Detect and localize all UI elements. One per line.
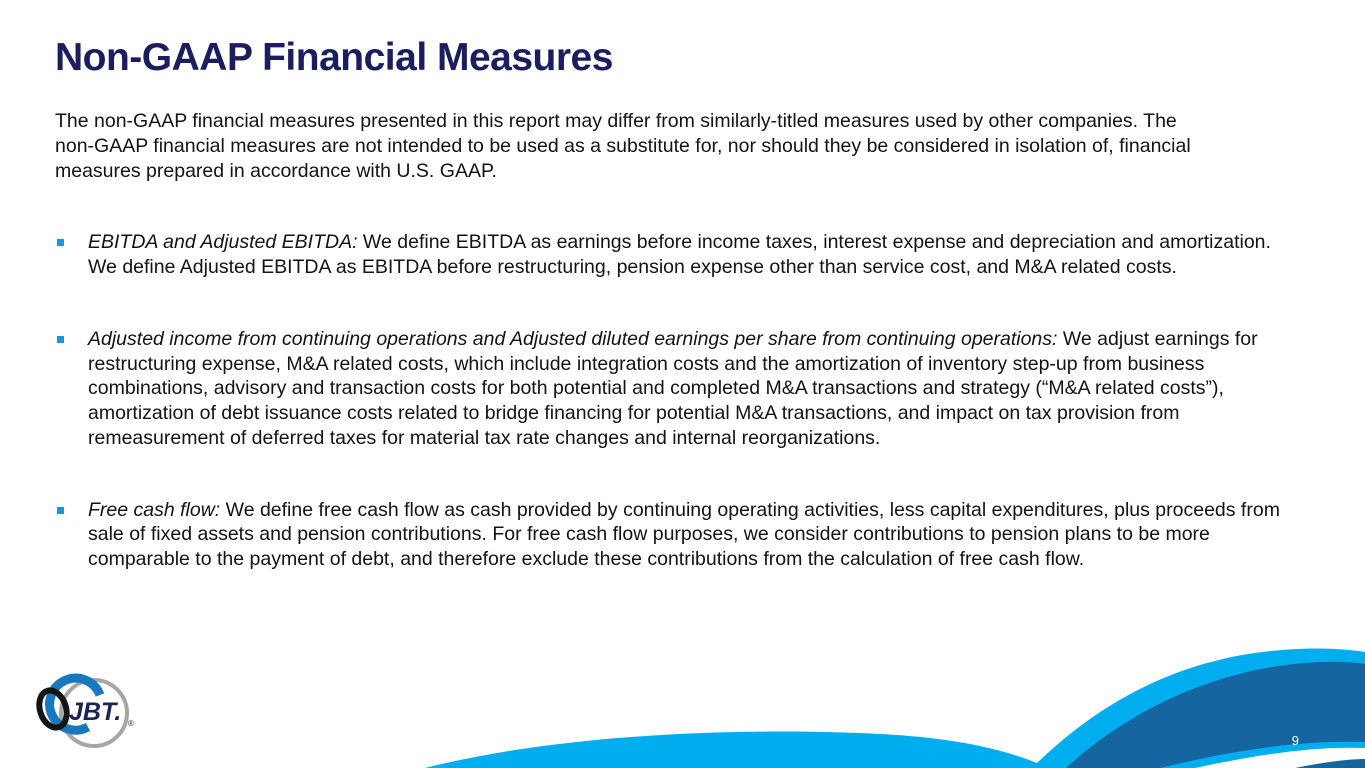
logo-text: JBT. bbox=[69, 698, 122, 726]
bullet-body: We adjust earnings for restructuring expense, M&A related costs, which include integration costs and the amortization of inventory step-up from business combinations, advisory and transaction costs for both potential and completed M&A transactions and strategy (“M&A related costs”), amortization of debt issuance costs related to bridge financing for potential M&A transactions, and impact on tax provision from remeasurement of deferred taxes for material tax rate changes and internal reorganizations. bbox=[88, 327, 1258, 449]
bullet-lead: EBITDA and Adjusted EBITDA: bbox=[88, 231, 358, 254]
bullet-list bbox=[57, 230, 1297, 572]
bullet-lead: Adjusted income from continuing operations and Adjusted diluted earnings per share from continuing operations: bbox=[88, 327, 1058, 350]
wave-cyan-hill bbox=[425, 732, 1048, 768]
bullet-text bbox=[88, 327, 1283, 451]
wave-decoration bbox=[0, 628, 1365, 768]
intro-paragraph: The non-GAAP financial measures presented in this report may differ from similarly-titled measures used by other companies. The non-GAAP financial measures are not intended to be used as a substitute for, nor should they be considered in isolation of, financial measures prepared in accordance with U.S. GAAP. bbox=[55, 110, 1191, 182]
bullet-lead: Free cash flow: bbox=[88, 498, 221, 521]
bullet-square-icon bbox=[57, 336, 64, 343]
bullet-body: We define EBITDA as earnings before income taxes, interest expense and depreciation and amortization. We define Adjusted EBITDA as EBITDA before restructuring, pension expense other than service cost, and M&A related costs. bbox=[88, 231, 1271, 278]
bullet-square-icon bbox=[57, 507, 64, 514]
bullet-text bbox=[88, 498, 1283, 572]
list-item bbox=[57, 230, 1297, 280]
bullet-square-icon bbox=[57, 239, 64, 246]
list-item bbox=[57, 498, 1297, 572]
jbt-logo bbox=[36, 673, 146, 755]
logo-registered-mark: ® bbox=[128, 719, 134, 728]
page-title: Non-GAAP Financial Measures bbox=[55, 36, 613, 79]
page-number: 9 bbox=[1291, 733, 1299, 748]
bullet-text bbox=[88, 230, 1283, 280]
bullet-body: We define free cash flow as cash provided by continuing operating activities, less capital expenditures, plus proceeds from sale of fixed assets and pension contributions. For free cash flow purposes, we consider contributions to pension plans to be more comparable to the payment of debt, and therefore exclude these contributions from the calculation of free cash flow. bbox=[88, 498, 1280, 570]
list-item bbox=[57, 327, 1297, 451]
